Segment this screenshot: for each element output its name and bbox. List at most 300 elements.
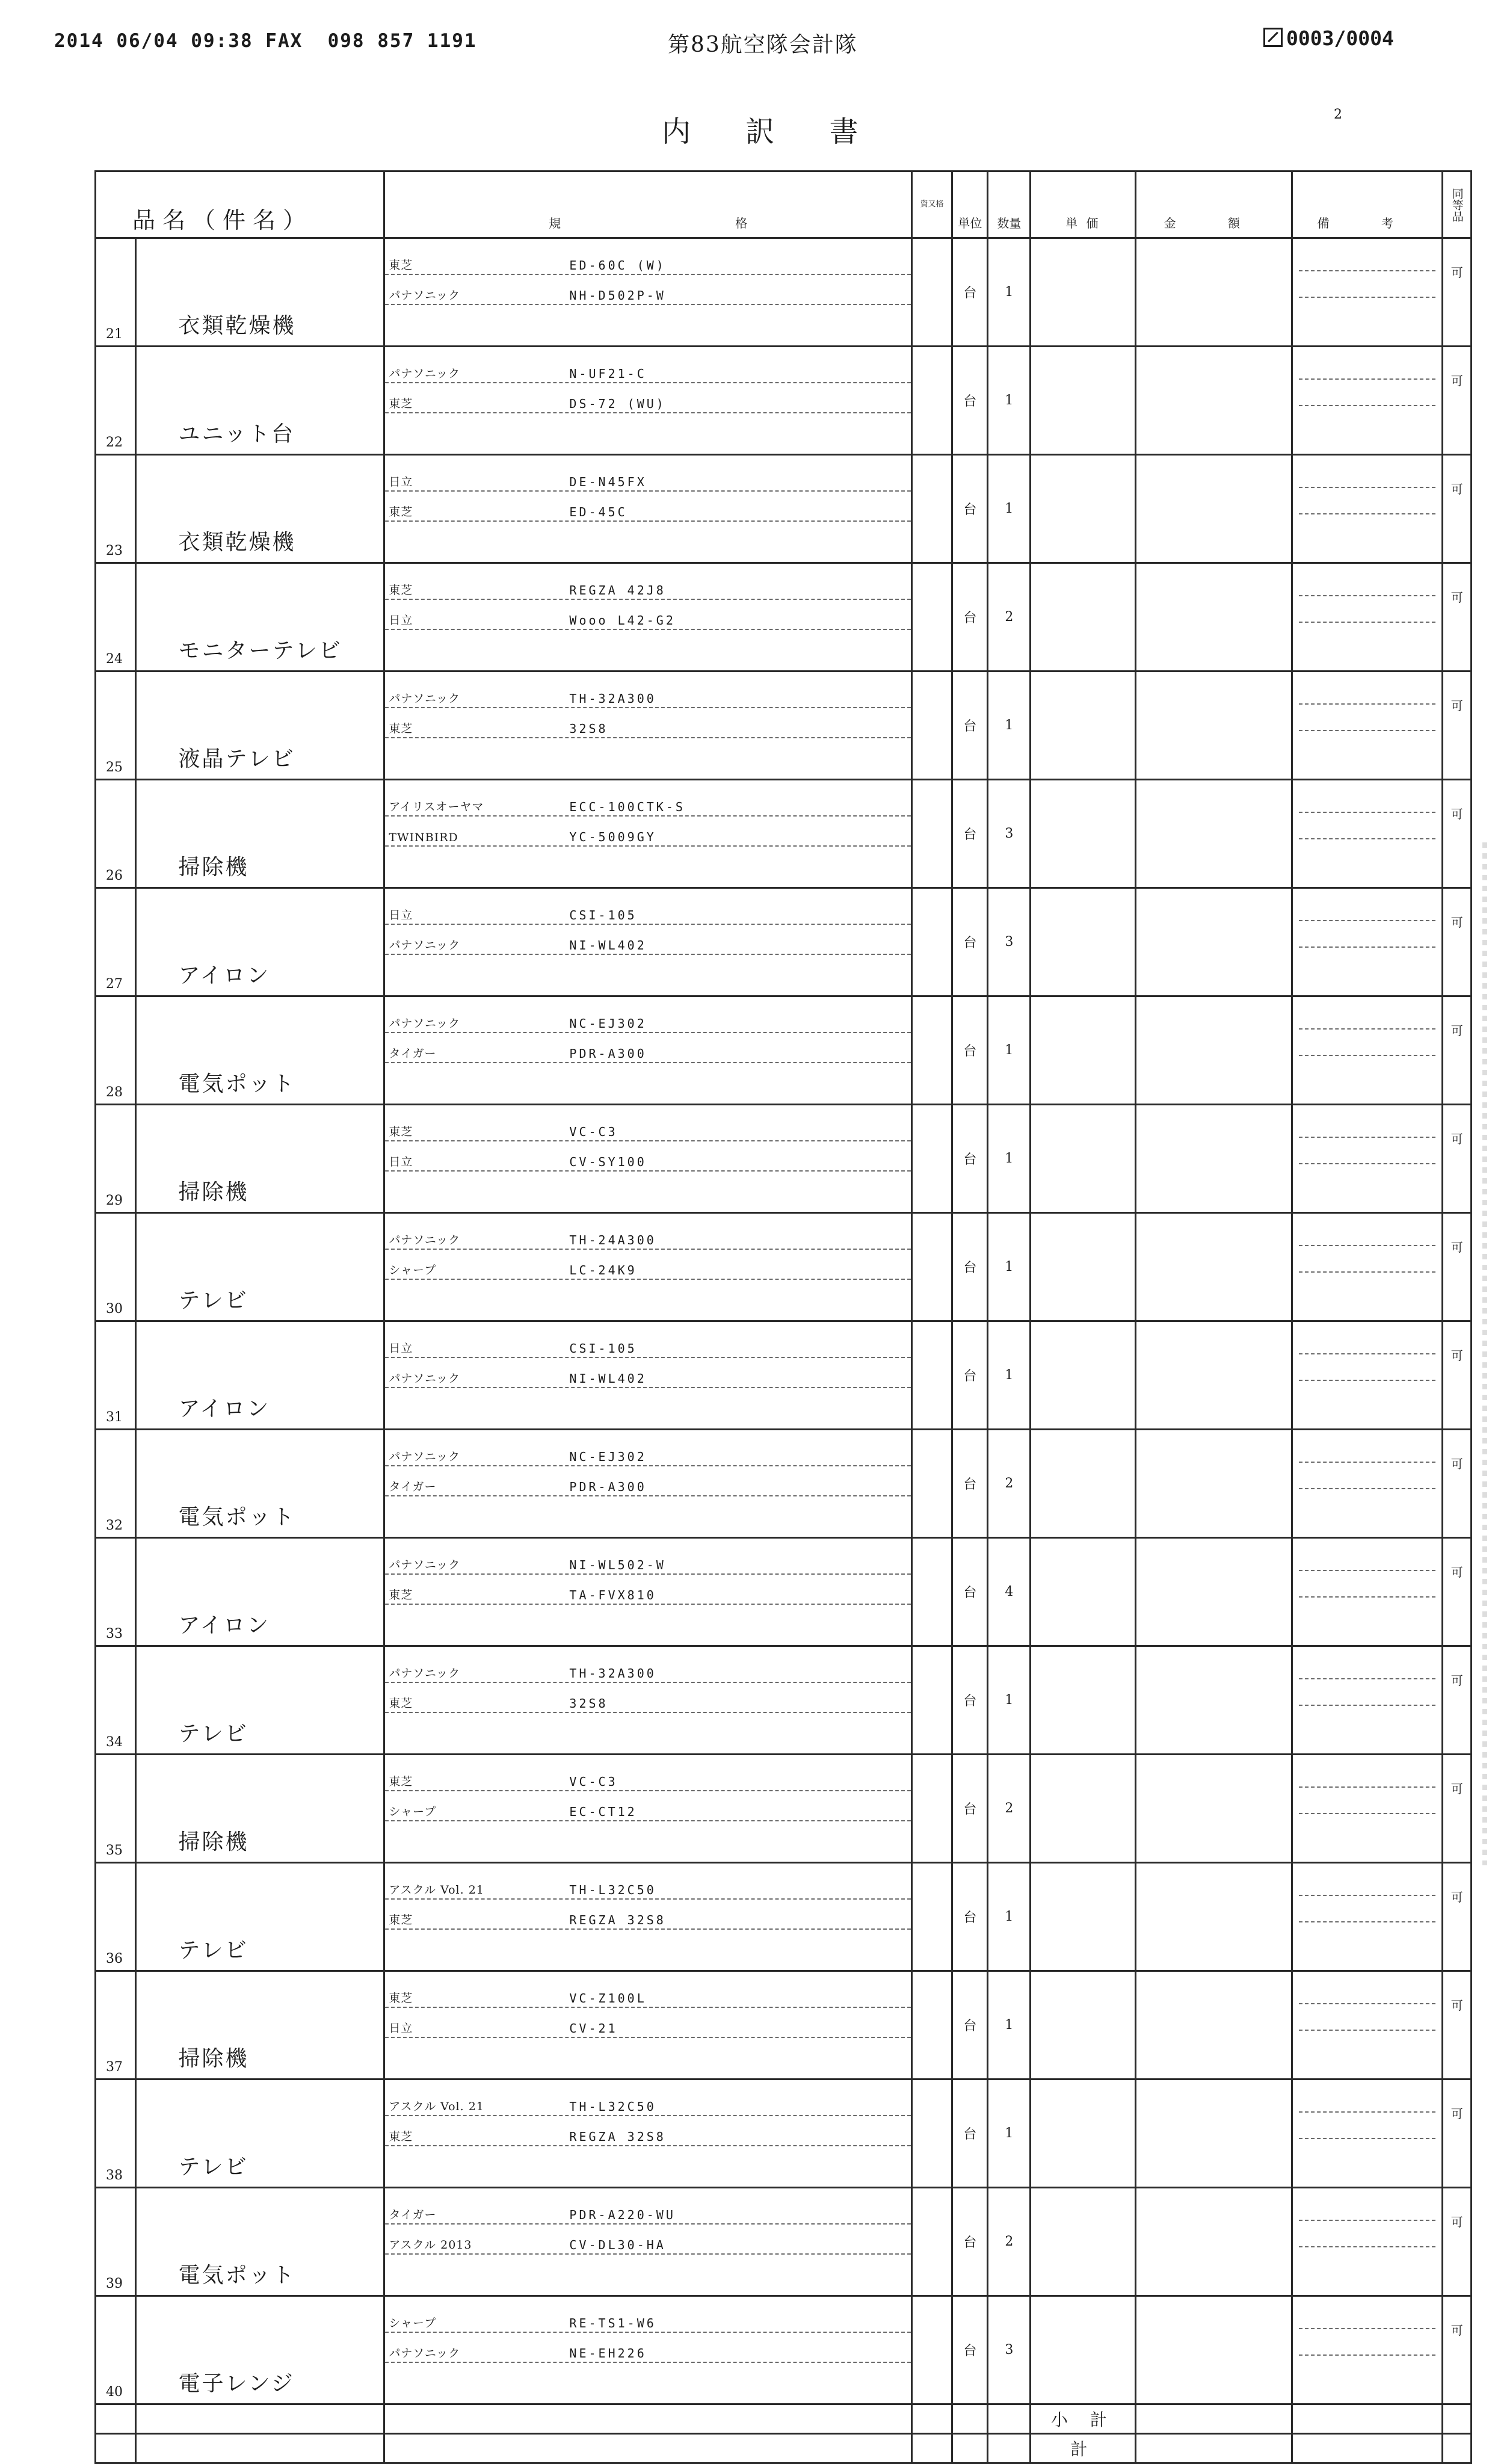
spec-line xyxy=(385,275,910,305)
unit-cell: 台 xyxy=(952,1538,988,1646)
row-number-cell xyxy=(96,2188,136,2296)
item-name-cell xyxy=(135,563,384,672)
spec-line xyxy=(385,678,910,708)
row-number: 21 xyxy=(106,327,123,342)
item-name-cell xyxy=(135,238,384,347)
spec-cell xyxy=(384,1213,911,1321)
table-row xyxy=(96,1755,1472,1863)
item-name: アイロン xyxy=(178,1397,271,1421)
item-name-cell xyxy=(135,1646,384,1755)
quantity-cell: 1 xyxy=(988,238,1031,347)
quantity-cell: 2 xyxy=(988,563,1031,672)
equivalent-cell: 可 xyxy=(1443,1213,1472,1321)
row-number: 36 xyxy=(106,1951,123,1966)
spec-model: NE-EH226 xyxy=(569,2346,647,2361)
row-number-cell xyxy=(96,1538,136,1646)
remarks-cell xyxy=(1292,1971,1443,2080)
quantity-cell: 1 xyxy=(988,1971,1031,2080)
row-number-cell xyxy=(96,780,136,888)
spec-model: PDR-A220-WU xyxy=(569,2208,676,2222)
spec-model: RE-TS1-W6 xyxy=(569,2316,656,2330)
spec-model: TH-L32C50 xyxy=(569,1883,656,1897)
spec-line xyxy=(385,1033,910,1063)
unit-cell: 台 xyxy=(952,1213,988,1321)
row-number: 30 xyxy=(106,1301,123,1317)
equivalent-cell: 可 xyxy=(1443,888,1472,996)
remarks-cell xyxy=(1292,1430,1443,1538)
doc-note-cell xyxy=(911,455,952,563)
spec-model: CV-DL30-HA xyxy=(569,2238,666,2252)
doc-note-cell xyxy=(911,1430,952,1538)
item-name: アイロン xyxy=(178,1613,271,1638)
unit-price-cell xyxy=(1031,888,1136,996)
item-name: 衣類乾燥機 xyxy=(178,313,296,338)
amount-cell xyxy=(1136,1430,1292,1538)
spec-line xyxy=(385,2086,910,2116)
unit-cell: 台 xyxy=(952,1430,988,1538)
equivalent-cell: 可 xyxy=(1443,563,1472,672)
spec-line xyxy=(385,2194,910,2225)
fax-page-counter xyxy=(1263,26,1394,50)
row-number: 34 xyxy=(106,1735,123,1750)
amount-cell xyxy=(1136,672,1292,780)
amount-cell xyxy=(1136,780,1292,888)
amount-cell xyxy=(1136,1105,1292,1213)
item-name: 電気ポット xyxy=(178,1072,296,1096)
row-number: 28 xyxy=(106,1085,123,1100)
doc-note-cell xyxy=(911,1971,952,2080)
quantity-cell: 2 xyxy=(988,2188,1031,2296)
spec-line xyxy=(385,1111,910,1141)
spec-maker: パナソニック xyxy=(389,1450,461,1463)
unit-price-cell xyxy=(1031,455,1136,563)
spec-model: VC-C3 xyxy=(569,1774,618,1789)
unit-price-cell xyxy=(1031,2188,1136,2296)
unit-price-cell xyxy=(1031,780,1136,888)
spec-model: TH-32A300 xyxy=(569,691,656,706)
spec-maker: 日立 xyxy=(389,614,413,627)
spec-line xyxy=(385,1003,910,1033)
item-name: 掃除機 xyxy=(178,855,249,880)
item-name: ユニット台 xyxy=(178,422,295,446)
unit-cell: 台 xyxy=(952,888,988,996)
spec-line xyxy=(385,570,910,600)
unit-cell: 台 xyxy=(952,780,988,888)
spec-model: NH-D502P-W xyxy=(569,288,666,303)
spec-maker: TWINBIRD xyxy=(389,831,458,844)
table-row xyxy=(96,1538,1472,1646)
unit-price-cell xyxy=(1031,2080,1136,2188)
unit-cell: 台 xyxy=(952,563,988,672)
table-row xyxy=(96,2188,1472,2296)
spec-line xyxy=(385,353,910,383)
table-row xyxy=(96,1430,1472,1538)
spec-maker: 東芝 xyxy=(389,259,413,272)
spec-cell xyxy=(384,1755,911,1863)
equivalent-cell: 可 xyxy=(1443,1105,1472,1213)
item-name: アイロン xyxy=(178,963,271,988)
spec-line xyxy=(385,1436,910,1466)
row-number-cell xyxy=(96,1646,136,1755)
spec-model: VC-Z100L xyxy=(569,1991,647,2005)
row-number: 29 xyxy=(106,1193,123,1208)
doc-note-cell xyxy=(911,2296,952,2404)
item-name-cell xyxy=(135,1971,384,2080)
quantity-cell: 1 xyxy=(988,455,1031,563)
fax-header xyxy=(54,24,1438,60)
unit-cell: 台 xyxy=(952,2080,988,2188)
breakdown-table xyxy=(94,170,1472,2464)
spec-line xyxy=(385,2008,910,2038)
spec-maker: タイガー xyxy=(389,2208,437,2222)
spec-model: TH-L32C50 xyxy=(569,2099,656,2114)
row-number: 35 xyxy=(106,1843,123,1858)
spec-model: EC-CT12 xyxy=(569,1805,637,1819)
spec-cell xyxy=(384,1971,911,2080)
spec-cell xyxy=(384,1105,911,1213)
spec-cell xyxy=(384,672,911,780)
item-name: テレビ xyxy=(178,1288,248,1313)
amount-cell xyxy=(1136,1646,1292,1755)
spec-line xyxy=(385,1575,910,1605)
equivalent-cell: 可 xyxy=(1443,780,1472,888)
unit-price-cell xyxy=(1031,996,1136,1105)
spec-maker: アスクル Vol. 21 xyxy=(389,1883,484,1897)
remarks-cell xyxy=(1292,2080,1443,2188)
amount-cell xyxy=(1136,2296,1292,2404)
item-name-cell xyxy=(135,1863,384,1971)
amount-cell xyxy=(1136,2188,1292,2296)
unit-price-cell xyxy=(1031,1538,1136,1646)
subtotal-row xyxy=(96,2404,1472,2434)
spec-line xyxy=(385,2303,910,2333)
remarks-cell xyxy=(1292,780,1443,888)
doc-note-cell xyxy=(911,1213,952,1321)
quantity-cell: 1 xyxy=(988,2080,1031,2188)
spec-line xyxy=(385,1545,910,1575)
row-number-cell xyxy=(96,888,136,996)
doc-note-cell xyxy=(911,563,952,672)
doc-note-cell xyxy=(911,347,952,455)
spec-line xyxy=(385,462,910,492)
quantity-cell: 3 xyxy=(988,888,1031,996)
table-row xyxy=(96,1646,1472,1755)
amount-cell xyxy=(1136,1863,1292,1971)
item-name-cell xyxy=(135,2080,384,2188)
spec-maker: シャープ xyxy=(389,1805,437,1818)
amount-cell xyxy=(1136,1755,1292,1863)
spec-cell xyxy=(384,1646,911,1755)
spec-cell xyxy=(384,1538,911,1646)
spec-line xyxy=(385,1683,910,1713)
spec-maker: パナソニック xyxy=(389,289,461,302)
equivalent-cell: 可 xyxy=(1443,455,1472,563)
spec-model: NC-EJ302 xyxy=(569,1016,647,1031)
item-name: 掃除機 xyxy=(178,2046,249,2071)
spec-model: LC-24K9 xyxy=(569,1263,637,1277)
remarks-cell xyxy=(1292,1105,1443,1213)
spec-model: 32S8 xyxy=(569,1696,608,1711)
table-row xyxy=(96,1863,1472,1971)
col-header-quantity: 数量 xyxy=(988,171,1031,238)
row-number-cell xyxy=(96,1321,136,1430)
table-row xyxy=(96,455,1472,563)
amount-cell xyxy=(1136,455,1292,563)
remarks-cell xyxy=(1292,1538,1443,1646)
spec-maker: パナソニック xyxy=(389,1017,461,1030)
spec-maker: 東芝 xyxy=(389,584,413,597)
row-number-cell xyxy=(96,455,136,563)
quantity-cell: 4 xyxy=(988,1538,1031,1646)
spec-maker: パナソニック xyxy=(389,939,461,952)
unit-price-cell xyxy=(1031,1646,1136,1755)
item-name-cell xyxy=(135,996,384,1105)
remarks-cell xyxy=(1292,672,1443,780)
doc-note-cell xyxy=(911,1538,952,1646)
col-header-remarks: 備 考 xyxy=(1292,171,1443,238)
row-number-cell xyxy=(96,1213,136,1321)
quantity-cell: 2 xyxy=(988,1430,1031,1538)
spec-cell xyxy=(384,1430,911,1538)
spec-maker: 東芝 xyxy=(389,1775,413,1788)
spec-line xyxy=(385,1761,910,1791)
row-number: 26 xyxy=(106,868,123,883)
table-row xyxy=(96,347,1472,455)
table-row xyxy=(96,1971,1472,2080)
unit-price-cell xyxy=(1031,563,1136,672)
doc-note-cell xyxy=(911,996,952,1105)
spec-maker: 東芝 xyxy=(389,397,413,410)
amount-cell xyxy=(1136,1971,1292,2080)
unit-cell: 台 xyxy=(952,2296,988,2404)
remarks-cell xyxy=(1292,996,1443,1105)
quantity-cell: 1 xyxy=(988,1863,1031,1971)
unit-cell: 台 xyxy=(952,1646,988,1755)
item-name: 掃除機 xyxy=(178,1830,249,1854)
spec-maker: シャープ xyxy=(389,2317,437,2330)
spec-model: ECC-100CTK-S xyxy=(569,800,685,814)
unit-price-cell xyxy=(1031,2296,1136,2404)
table-row xyxy=(96,888,1472,996)
quantity-cell: 1 xyxy=(988,672,1031,780)
checkbox-mark-icon xyxy=(1263,28,1283,47)
table-row xyxy=(96,672,1472,780)
doc-note-cell xyxy=(911,1105,952,1213)
spec-model: ED-45C xyxy=(569,505,627,519)
total-row xyxy=(96,2434,1472,2463)
unit-price-cell xyxy=(1031,1971,1136,2080)
spec-maker: パナソニック xyxy=(389,692,461,705)
quantity-cell: 1 xyxy=(988,347,1031,455)
item-name: テレビ xyxy=(178,1721,248,1746)
table-row xyxy=(96,1105,1472,1213)
spec-model: DE-N45FX xyxy=(569,475,647,489)
unit-cell: 台 xyxy=(952,996,988,1105)
spec-model: CSI-105 xyxy=(569,908,637,922)
col-header-doc-note: 資又格 xyxy=(911,171,952,238)
spec-line xyxy=(385,708,910,738)
doc-note-cell xyxy=(911,238,952,347)
unit-cell: 台 xyxy=(952,1755,988,1863)
unit-price-cell xyxy=(1031,1213,1136,1321)
row-number: 33 xyxy=(106,1626,123,1641)
spec-cell xyxy=(384,2188,911,2296)
spec-maker: タイガー xyxy=(389,1047,437,1060)
quantity-cell: 3 xyxy=(988,2296,1031,2404)
unit-price-cell xyxy=(1031,1321,1136,1430)
spec-line xyxy=(385,1900,910,1930)
fax-transmission-info: 2014 06/04 09:38 FAX 098 857 1191 xyxy=(54,30,477,52)
spec-line xyxy=(385,1250,910,1280)
spec-model: NC-EJ302 xyxy=(569,1450,647,1464)
fax-page-counter-text: 0003/0004 xyxy=(1286,26,1394,50)
table-row xyxy=(96,238,1472,347)
table-body xyxy=(96,238,1472,2404)
unit-price-cell xyxy=(1031,1863,1136,1971)
spec-model: DS-72 (WU) xyxy=(569,397,666,411)
unit-cell: 台 xyxy=(952,1971,988,2080)
item-name: テレビ xyxy=(178,2155,248,2179)
spec-line xyxy=(385,1978,910,2008)
remarks-cell xyxy=(1292,1646,1443,1755)
remarks-cell xyxy=(1292,455,1443,563)
spec-model: NI-WL402 xyxy=(569,938,647,953)
row-number-cell xyxy=(96,1105,136,1213)
item-name-cell xyxy=(135,1430,384,1538)
unit-price-cell xyxy=(1031,1105,1136,1213)
spec-model: PDR-A300 xyxy=(569,1046,647,1061)
spec-line xyxy=(385,2225,910,2255)
page-number: 2 xyxy=(1334,107,1342,122)
item-name-cell xyxy=(135,2188,384,2296)
equivalent-cell: 可 xyxy=(1443,1321,1472,1430)
row-number: 32 xyxy=(106,1518,123,1533)
row-number-cell xyxy=(96,672,136,780)
equivalent-cell: 可 xyxy=(1443,1755,1472,1863)
spec-cell xyxy=(384,996,911,1105)
col-header-spec: 規 格 xyxy=(384,171,911,238)
spec-maker: 日立 xyxy=(389,2022,413,2035)
equivalent-cell: 可 xyxy=(1443,347,1472,455)
spec-maker: タイガー xyxy=(389,1480,437,1493)
unit-cell: 台 xyxy=(952,347,988,455)
equivalent-cell: 可 xyxy=(1443,672,1472,780)
doc-note-cell xyxy=(911,2188,952,2296)
scan-edge-artifact xyxy=(1482,842,1487,1865)
item-name-cell xyxy=(135,455,384,563)
col-header-equivalent: 同等品 xyxy=(1443,171,1472,238)
spec-maker: パナソニック xyxy=(389,2347,461,2360)
item-name-cell xyxy=(135,2296,384,2404)
spec-maker: 東芝 xyxy=(389,1913,413,1927)
item-name-cell xyxy=(135,888,384,996)
equivalent-cell: 可 xyxy=(1443,1538,1472,1646)
spec-model: ED-60C (W) xyxy=(569,258,666,273)
spec-cell xyxy=(384,2296,911,2404)
col-header-amount: 金 額 xyxy=(1136,171,1292,238)
row-number-cell xyxy=(96,1971,136,2080)
spec-cell xyxy=(384,347,911,455)
row-number: 24 xyxy=(106,652,123,667)
spec-cell xyxy=(384,1863,911,1971)
spec-model: REGZA 32S8 xyxy=(569,2129,666,2144)
row-number-cell xyxy=(96,2296,136,2404)
unit-cell: 台 xyxy=(952,2188,988,2296)
equivalent-cell: 可 xyxy=(1443,1430,1472,1538)
remarks-cell xyxy=(1292,2296,1443,2404)
row-number: 25 xyxy=(106,760,123,775)
equivalent-cell: 可 xyxy=(1443,1971,1472,2080)
amount-cell xyxy=(1136,563,1292,672)
item-name-cell xyxy=(135,1321,384,1430)
spec-maker: 東芝 xyxy=(389,1125,413,1138)
equivalent-cell: 可 xyxy=(1443,1646,1472,1755)
row-number: 38 xyxy=(106,2168,123,2183)
spec-maker: パナソニック xyxy=(389,1558,461,1572)
spec-maker: パナソニック xyxy=(389,1234,461,1247)
spec-line xyxy=(385,492,910,522)
table-header-row xyxy=(96,171,1472,238)
amount-cell xyxy=(1136,2080,1292,2188)
table-row xyxy=(96,1213,1472,1321)
equivalent-cell: 可 xyxy=(1443,2188,1472,2296)
spec-maker: 日立 xyxy=(389,1342,413,1355)
doc-note-cell xyxy=(911,888,952,996)
spec-maker: パナソニック xyxy=(389,1372,461,1385)
fax-sender-name: 第83航空隊会計隊 xyxy=(668,32,858,57)
item-name: テレビ xyxy=(178,1938,248,1963)
spec-cell xyxy=(384,1321,911,1430)
spec-line xyxy=(385,1870,910,1900)
doc-note-cell xyxy=(911,672,952,780)
spec-model: TH-32A300 xyxy=(569,1666,656,1681)
spec-line xyxy=(385,817,910,847)
spec-model: YC-5009GY xyxy=(569,830,656,844)
unit-price-cell xyxy=(1031,347,1136,455)
amount-cell xyxy=(1136,1213,1292,1321)
quantity-cell: 1 xyxy=(988,1646,1031,1755)
quantity-cell: 1 xyxy=(988,1321,1031,1430)
item-name-cell xyxy=(135,672,384,780)
spec-line xyxy=(385,786,910,817)
equivalent-cell: 可 xyxy=(1443,2296,1472,2404)
remarks-cell xyxy=(1292,238,1443,347)
item-name-cell xyxy=(135,1213,384,1321)
spec-maker: シャープ xyxy=(389,1264,437,1277)
doc-note-cell xyxy=(911,780,952,888)
document-title: 内 訳 書 xyxy=(662,115,881,149)
col-header-unit-price: 単 価 xyxy=(1031,171,1136,238)
quantity-cell: 1 xyxy=(988,1105,1031,1213)
spec-maker: 日立 xyxy=(389,909,413,922)
subtotal-label: 小 計 xyxy=(1031,2404,1136,2434)
spec-line xyxy=(385,925,910,955)
col-header-item-name: 品名（件名） xyxy=(96,171,384,238)
row-number-cell xyxy=(96,347,136,455)
quantity-cell: 2 xyxy=(988,1755,1031,1863)
spec-cell xyxy=(384,888,911,996)
spec-maker: 東芝 xyxy=(389,505,413,519)
doc-note-cell xyxy=(911,1863,952,1971)
row-number-cell xyxy=(96,2080,136,2188)
remarks-cell xyxy=(1292,888,1443,996)
item-name: 電気ポット xyxy=(178,2263,296,2288)
spec-line xyxy=(385,245,910,275)
unit-cell: 台 xyxy=(952,1321,988,1430)
spec-line xyxy=(385,2333,910,2363)
unit-price-cell xyxy=(1031,1755,1136,1863)
equivalent-cell: 可 xyxy=(1443,2080,1472,2188)
